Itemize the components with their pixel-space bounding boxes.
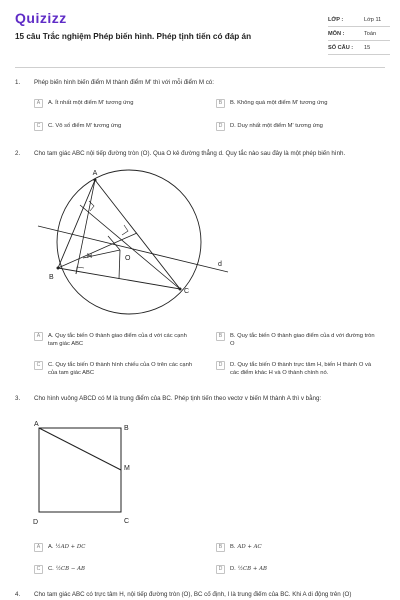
option-letter-box[interactable]: D: [216, 361, 225, 370]
meta-key: LỚP :: [328, 16, 344, 23]
option-text: C. Vô số điểm M' tương ứng: [48, 123, 122, 129]
option-text: C. Quy tắc biến O thành hình chiếu của O trên các cạnh của tam giác ABC: [48, 362, 193, 376]
option-letter-box[interactable]: D: [216, 565, 225, 574]
meta-key: SỐ CÂU :: [328, 44, 354, 51]
option-letter-box[interactable]: C: [34, 361, 43, 370]
label-m: M: [124, 465, 130, 472]
question-text: Phép biến hình biến điểm M thành điểm M' thì với mỗi điểm M có:: [34, 79, 214, 86]
option-text: D. Quy tắc biến O thành trực tâm H, biến H thành O và các điểm khác H và O thành chính nó.: [230, 362, 372, 376]
meta-value: Lớp 11: [364, 16, 382, 23]
option-prefix: C.: [48, 566, 54, 572]
option-letter-box[interactable]: C: [34, 565, 43, 574]
option-text: ½AD + DC: [55, 544, 86, 550]
option-letter-box[interactable]: D: [216, 122, 225, 131]
label-b: B: [124, 425, 129, 432]
label-c: C: [124, 518, 130, 525]
meta-value: Toán: [364, 30, 377, 37]
option-letter-box[interactable]: A: [34, 543, 43, 552]
question-number: 3.: [15, 395, 21, 402]
option-text: D. Duy nhất một điểm M' tương ứng: [230, 123, 323, 129]
question-text: Cho tam giác ABC có trực tâm H, nội tiếp đường tròn (O), BC cố định, I là trung điểm của BC. Khi A di động trên (O): [34, 591, 352, 598]
option-prefix: D.: [230, 566, 236, 572]
label-d: d: [218, 261, 222, 268]
label-a: A: [34, 421, 39, 428]
option-letter-box[interactable]: B: [216, 99, 225, 108]
option-text: B. Không quá một điểm M' tương ứng: [230, 100, 328, 106]
option-letter-box[interactable]: B: [216, 332, 225, 341]
label-a: A: [92, 170, 98, 177]
answer-option-c[interactable]: [34, 566, 85, 574]
option-prefix: B.: [230, 544, 236, 550]
option-letter-box[interactable]: C: [34, 122, 43, 131]
meta-value: 15: [364, 44, 371, 51]
question-text: Cho hình vuông ABCD có M là trung điểm của BC. Phép tịnh tiến theo vectơ v biến M thành A thì v bằng:: [34, 395, 322, 402]
label-o: O: [125, 255, 131, 262]
option-text: AD + AC: [237, 544, 262, 550]
answer-option-a[interactable]: [34, 544, 85, 552]
question-number: 2.: [15, 150, 21, 157]
question-text: Cho tam giác ABC nội tiếp đường tròn (O). Qua O kẻ đường thẳng d. Quy tắc nào sau đây là một phép biến hình.: [34, 150, 346, 157]
option-text: A. Ít nhất một điểm M' tương ứng: [48, 100, 134, 106]
question-number: 1.: [15, 79, 21, 86]
option-letter-box[interactable]: A: [34, 99, 43, 108]
option-text: A. Quy tắc biến O thành giao điểm của d với các cạnh tam giác ABC: [48, 333, 187, 347]
option-text: ½CB − AB: [55, 566, 85, 572]
option-prefix: A.: [48, 544, 54, 550]
quizizz-logo[interactable]: Quizizz: [15, 10, 67, 26]
square-abcd: [39, 428, 121, 512]
segment-am: [39, 428, 121, 470]
question-number: 4.: [15, 591, 21, 598]
page-title: 15 câu Trắc nghiệm Phép biến hình. Phép tịnh tiến có đáp án: [15, 32, 252, 41]
label-c: C: [184, 288, 190, 295]
label-d: D: [33, 519, 39, 526]
label-b: B: [49, 274, 54, 281]
option-text: B. Quy tắc biến O thành giao điểm của d với đường tròn O: [230, 333, 375, 347]
option-letter-box[interactable]: B: [216, 543, 225, 552]
option-text: ½CB + AB: [237, 566, 267, 572]
label-h: H: [87, 253, 93, 260]
meta-key: MÔN :: [328, 30, 345, 37]
answer-option-d[interactable]: [216, 566, 267, 574]
option-letter-box[interactable]: A: [34, 332, 43, 341]
answer-option-b[interactable]: [216, 544, 262, 552]
